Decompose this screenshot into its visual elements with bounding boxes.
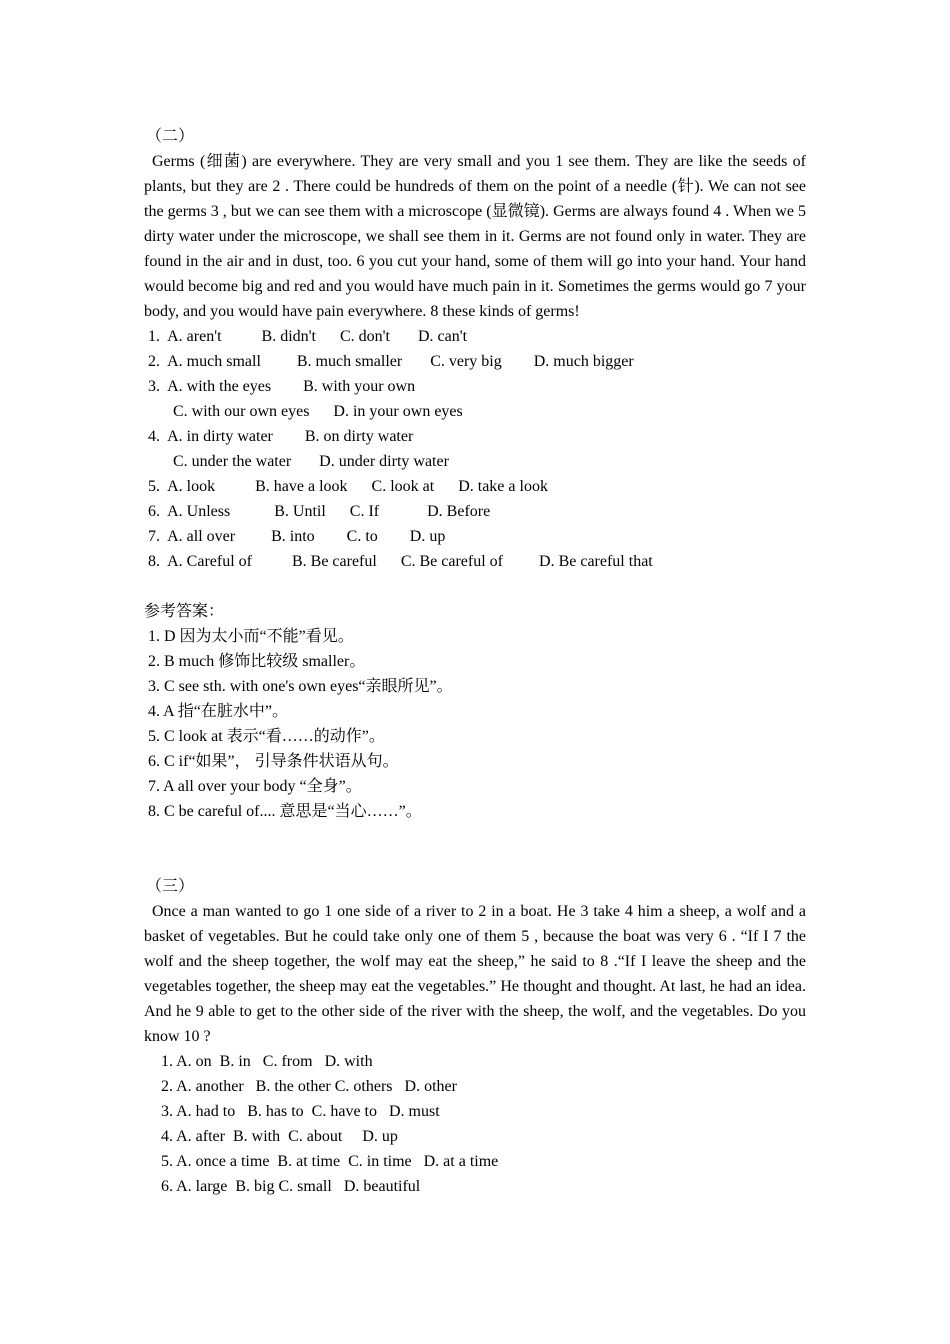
answers-list [144,624,806,824]
option-line: 7. A. all over B. into C. to D. up [148,528,446,545]
spacer [144,824,806,874]
section-2-heading: （二） [146,128,195,145]
answer-line: 7. A all over your body “全身”。 [148,778,362,795]
section-3-passage: Once a man wanted to go 1 one side of a river to 2 in a boat. He 3 take 4 him a sheep, a wolf and a basket of vegetables. But he could take only one of them 5 , because the boat was very 6 . “If I 7 the wolf and the sheep together, the wolf may eat the sheep,” he said to 8 .“If I leave the sheep and the vegetables together, the sheep may eat the vegetables.” He thought and thought. At last, he had an idea. And he 9 able to get to the other side of the river with the sheep, the wolf, and the vegetables. Do you know 10 ? [144,903,806,1045]
option-line: 1. A. on B. in C. from D. with [161,1053,373,1070]
document-page [144,124,806,1199]
option-line: 8. A. Careful of B. Be careful C. Be careful of D. Be careful that [148,553,653,570]
section-3-options [144,1049,806,1199]
option-line: 1. A. aren't B. didn't C. don't D. can't [148,328,468,345]
answer-line: 3. C see sth. with one's own eyes“亲眼所见”。 [148,678,453,695]
answer-line: 1. D 因为太小而“不能”看见。 [148,628,354,645]
answer-line: 6. C if“如果”， 引导条件状语从句。 [148,753,399,770]
option-line: 3. A. had to B. has to C. have to D. must [161,1103,440,1120]
answer-line: 5. C look at 表示“看……的动作”。 [148,728,385,745]
answer-line: 2. B much 修饰比较级 smaller。 [148,653,366,670]
spacer [144,574,806,599]
option-line: 5. A. look B. have a look C. look at D. take a look [148,478,548,495]
option-line: 5. A. once a time B. at time C. in time D. at a time [161,1153,499,1170]
option-line: 6. A. Unless B. Until C. If D. Before [148,503,491,520]
option-line: 3. A. with the eyes B. with your own [148,378,416,395]
section-2-passage: Germs (细菌) are everywhere. They are very small and you 1 see them. They are like the seeds of plants, but they are 2 . There could be hundreds of them on the point of a needle (针). We can not see the germs 3 , but we can see them with a microscope (显微镜). Germs are always found 4 . When we 5 dirty water under the microscope, we shall see them in it. Germs are not found only in water. They are found in the air and in dust, too. 6 you cut your hand, some of them will go into your hand. Your hand would become big and red and you would have much pain in it. Sometimes the germs would go 7 your body, and you would have pain everywhere. 8 these kinds of germs! [144,153,806,320]
option-line: 4. A. in dirty water B. on dirty water [148,428,414,445]
option-line: 6. A. large B. big C. small D. beautiful [161,1178,421,1195]
answer-line: 8. C be careful of.... 意思是“当心……”。 [148,803,422,820]
section-3-heading: （三） [146,878,195,895]
option-line: C. under the water D. under dirty water [173,453,449,470]
section-2-options [144,324,806,574]
answer-line: 4. A 指“在脏水中”。 [148,703,288,720]
option-line: 2. A. much small B. much smaller C. very big D. much bigger [148,353,634,370]
option-line: 4. A. after B. with C. about D. up [161,1128,398,1145]
option-line: C. with our own eyes D. in your own eyes [173,403,463,420]
option-line: 2. A. another B. the other C. others D. other [161,1078,457,1095]
answers-title: 参考答案： [144,603,225,620]
